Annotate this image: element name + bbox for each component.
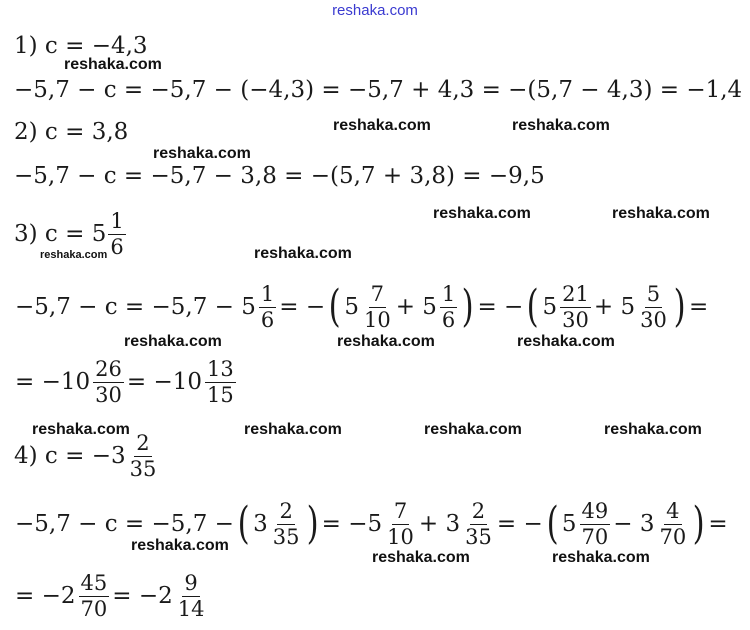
fraction: $\frac{49}{70}$ [581,498,609,549]
problem-1-equation: −5,7 − c = −5,7 − (−4,3) = −5,7 + 4,3 = −(5,7 − 4,3) = −1,4 [14,77,743,103]
watermark: reshaka.com [433,205,531,222]
left-paren: ( [526,281,539,332]
fraction: $\frac{7}{10}$ [363,281,391,332]
problem-1-heading [14,26,148,66]
watermark: reshaka.com [517,333,615,350]
watermark: reshaka.com [124,333,222,350]
problem-4-heading [14,424,160,488]
watermark: reshaka.com [612,205,710,222]
problem-3-solution-line-2: = −10 $\frac{26}{30}$ = −10 $\frac{13}{15}$ [15,356,234,407]
watermark: reshaka.com [552,549,650,566]
watermark: reshaka.com [372,549,470,566]
watermark: reshaka.com [333,117,431,134]
watermark: reshaka.com [424,421,522,438]
fraction: $\frac{1}{6}$ [260,281,275,332]
problem-2-heading [14,112,128,152]
watermark: reshaka.com [131,537,229,554]
watermark: reshaka.com [604,421,702,438]
problem-4-solution-line-1: −5,7 − c = −5,7 − ( 3 $\frac{2}{35}$ ) = −5 $\frac{7}{10}$ + 3 $\frac{2}{35}$ = − ( 5 $\frac{49}{70}$ − 3 $\frac{4}{70}$ ) = [15,498,728,549]
fraction: $\frac{7}{10}$ [387,498,414,549]
problem-3-condition: 3) c = 5 [14,221,107,247]
problem-1-solution [14,70,742,110]
problem-2-equation: −5,7 − c = −5,7 − 3,8 = −(5,7 + 3,8) = −9,5 [14,163,545,189]
problem-3-heading [14,202,128,266]
watermark: reshaka.com [244,421,342,438]
left-paren: ( [328,281,341,332]
fraction: $\frac{5}{30}$ [640,281,667,332]
watermark: reshaka.com [40,249,108,261]
fraction: $\frac{2}{35}$ [272,498,300,549]
fraction: $\frac{45}{70}$ [80,570,108,621]
watermark: reshaka.com [153,145,251,162]
right-paren: ) [306,498,319,549]
watermark: reshaka.com [254,245,352,262]
left-paren: ( [546,498,559,549]
fraction: $\frac{21}{30}$ [562,281,589,332]
fraction: $\frac{2}{35}$ [129,430,157,481]
fraction: $\frac{1}{6}$ [110,208,124,259]
fraction: $\frac{1}{6}$ [441,281,456,332]
problem-4-solution-line-2: = −2 $\frac{45}{70}$ = −2 $\frac{9}{14}$ [15,570,205,621]
watermark: reshaka.com [337,333,435,350]
right-paren: ) [461,281,474,332]
left-paren: ( [237,498,250,549]
problem-1-condition: 1) c = −4,3 [14,33,148,59]
problem-3-solution-line-1: −5,7 − c = −5,7 − 5 $\frac{1}{6}$ = − ( 5 $\frac{7}{10}$ + 5 $\frac{1}{6}$ ) = − ( 5 $\frac{21}{30}$ + 5 $\frac{5}{30}$ ) = [15,281,709,332]
right-paren: ) [673,281,686,332]
right-paren: ) [692,498,705,549]
watermark: reshaka.com [64,56,162,73]
watermark: reshaka.com [32,421,130,438]
problem-4-condition: 4) c = −3 [14,443,126,469]
fraction: $\frac{4}{70}$ [659,498,687,549]
site-header: reshaka.com [332,2,418,19]
fraction: $\frac{2}{35}$ [465,498,492,549]
fraction: $\frac{13}{15}$ [206,356,234,407]
fraction: $\frac{26}{30}$ [95,356,122,407]
fraction: $\frac{9}{14}$ [177,570,205,621]
problem-2-condition: 2) c = 3,8 [14,119,129,145]
problem-2-solution [14,156,545,196]
watermark: reshaka.com [512,117,610,134]
